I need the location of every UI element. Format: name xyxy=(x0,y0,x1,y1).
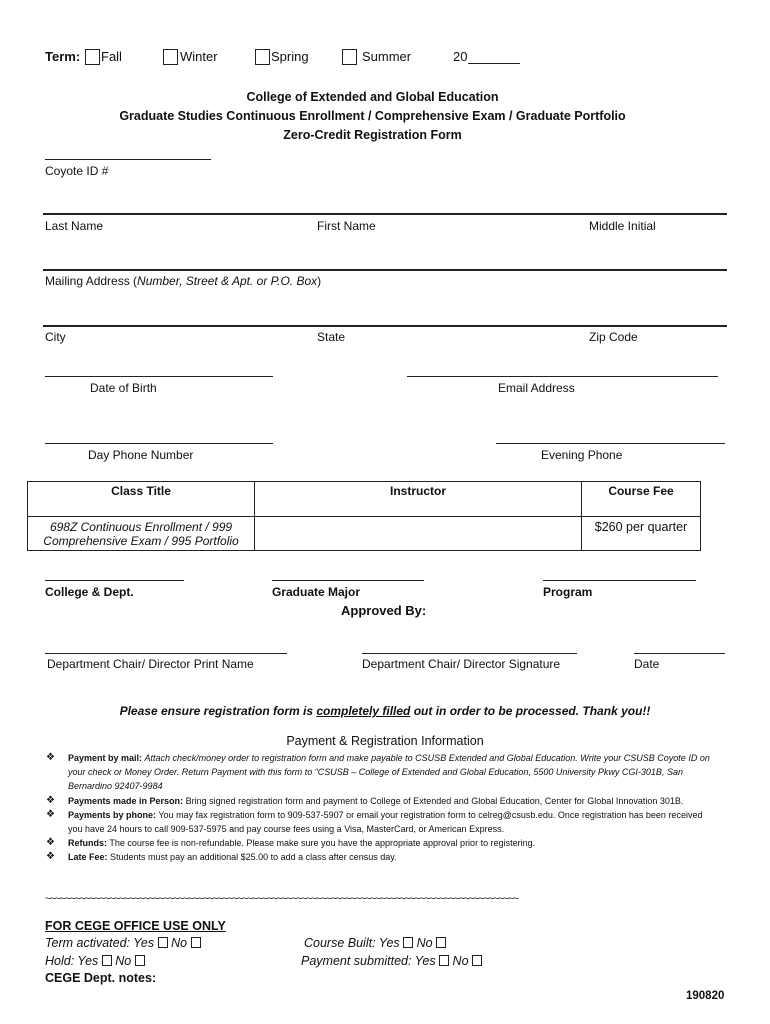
hold-yes-checkbox[interactable] xyxy=(102,955,112,966)
class-title-line-1: 698Z Continuous Enrollment / 999 xyxy=(49,519,233,534)
dob-label: Date of Birth xyxy=(90,381,157,395)
term-activated-no-checkbox[interactable] xyxy=(191,937,201,948)
table-row xyxy=(28,517,701,551)
list-item xyxy=(46,751,716,794)
evening-phone-label: Evening Phone xyxy=(541,448,623,462)
coyote-id-label: Coyote ID # xyxy=(45,164,109,178)
instructor-header: Instructor xyxy=(255,482,582,517)
term-activated-row xyxy=(45,936,201,950)
date-label: Date xyxy=(634,657,660,671)
course-built-row xyxy=(304,936,446,950)
diamond-bullet-icon: ❖ xyxy=(46,752,55,763)
hold-no-checkbox[interactable] xyxy=(135,955,145,966)
diamond-bullet-icon: ❖ xyxy=(46,808,55,820)
payment-submitted-no-checkbox[interactable] xyxy=(472,955,482,966)
first-name-label: First Name xyxy=(317,219,376,233)
graduate-major-field[interactable] xyxy=(272,580,424,581)
notice-underlined-text: completely filled xyxy=(316,704,411,718)
class-table xyxy=(27,481,701,551)
course-fee-header: Course Fee xyxy=(582,482,701,517)
form-code: 190820 xyxy=(686,990,725,1002)
zip-label: Zip Code xyxy=(589,330,638,344)
summer-label: Summer xyxy=(362,49,412,64)
year-field[interactable] xyxy=(468,63,520,64)
payment-item-text: Students must pay an additional $25.00 to add a class after census day. xyxy=(110,852,397,863)
no-label: No xyxy=(452,954,469,968)
payment-item-label: Payments made in Person: xyxy=(68,795,184,806)
city-label: City xyxy=(45,330,66,344)
payment-item-label: Payment by mail: xyxy=(68,753,143,763)
payment-submitted-yes-checkbox[interactable] xyxy=(439,955,449,966)
course-built-yes-checkbox[interactable] xyxy=(403,937,413,948)
fall-label: Fall xyxy=(101,49,122,64)
payment-submitted-label: Payment submitted: Yes xyxy=(301,954,436,968)
summer-checkbox[interactable] xyxy=(342,49,357,65)
email-field[interactable] xyxy=(407,376,718,377)
diamond-bullet-icon: ❖ xyxy=(46,837,55,849)
city-field-line[interactable] xyxy=(43,325,727,327)
day-phone-label: Day Phone Number xyxy=(88,448,194,462)
payment-item-text: Attach check/money order to registration form and make payable to CSUSB Extended and Global Education. Write your CSUSB Coyote ID on your check or Money Order. Return Payment with this form to “CSUSB – College of Extended and Global Education, 5500 University Pkwy CGI-301B, San Bernardino 92407-9984 xyxy=(68,753,710,792)
payment-item-text: The course fee is non-refundable. Please make sure you have the appropriate approval prior to registering. xyxy=(109,838,536,849)
program-label: Program xyxy=(543,585,593,599)
email-label: Email Address xyxy=(498,381,575,395)
program-field[interactable] xyxy=(543,580,696,581)
spring-label: Spring xyxy=(271,49,309,64)
graduate-major-label: Graduate Major xyxy=(272,585,361,599)
diamond-bullet-icon: ❖ xyxy=(46,851,55,863)
address-field-line[interactable] xyxy=(43,269,727,271)
payment-item-label: Refunds: xyxy=(68,838,107,849)
mailing-address-label xyxy=(45,274,321,288)
payment-info-list xyxy=(46,751,716,865)
cege-notes-label: CEGE Dept. notes: xyxy=(45,971,157,985)
instructor-cell[interactable] xyxy=(255,517,582,551)
notice-text-before: Please ensure registration form is xyxy=(119,704,317,718)
dob-field[interactable] xyxy=(45,376,273,377)
diamond-bullet-icon: ❖ xyxy=(46,794,55,806)
fall-checkbox[interactable] xyxy=(85,49,100,65)
college-dept-field[interactable] xyxy=(45,580,184,581)
list-item xyxy=(46,836,716,850)
term-activated-label: Term activated: Yes xyxy=(45,936,155,950)
middle-initial-label: Middle Initial xyxy=(589,219,656,233)
no-label: No xyxy=(171,936,188,950)
last-name-label: Last Name xyxy=(45,219,104,233)
payment-item-label: Late Fee: xyxy=(68,852,108,863)
payment-item-text: You may fax registration form to 909-537-5907 or email your registration form to celreg@csusb.edu. Once registration has been received you have 24 hours to call 909-537-5975 and pay course fees using a Visa, MasterCard, or American Express. xyxy=(68,809,703,835)
form-subtitle: Graduate Studies Continuous Enrollment / Comprehensive Exam / Graduate Portfolio xyxy=(119,109,626,123)
hold-label: Hold: Yes xyxy=(45,954,99,968)
winter-label: Winter xyxy=(180,49,218,64)
no-label: No xyxy=(416,936,433,950)
date-field[interactable] xyxy=(634,653,725,654)
class-title-header: Class Title xyxy=(28,482,255,517)
name-field-line[interactable] xyxy=(43,213,727,215)
coyote-id-field[interactable] xyxy=(45,159,211,160)
payment-item-label: Payments by phone: xyxy=(68,809,157,820)
chair-print-name-label: Department Chair/ Director Print Name xyxy=(47,657,254,671)
tilde-divider: ~~~~~~~~~~~~~~~~~~~~~~~~~~~~~~~~~~~~~~~~~~~~~~~~~~~~~~~~~~~~~~~~~~~~~~~~~~~~~~~~~~~~~~~~~~~~~~~~ xyxy=(45,893,518,905)
mailing-address-detail: Number, Street & Apt. or P.O. Box xyxy=(137,274,318,288)
class-title-line-2: Comprehensive Exam / 995 Portfolio xyxy=(43,533,239,548)
course-built-label: Course Built: Yes xyxy=(304,936,400,950)
completion-notice xyxy=(0,704,770,718)
chair-signature-label: Department Chair/ Director Signature xyxy=(362,657,561,671)
winter-checkbox[interactable] xyxy=(163,49,178,65)
mailing-address-prefix: Mailing Address ( xyxy=(45,274,138,288)
college-name: College of Extended and Global Education xyxy=(246,90,499,104)
chair-print-name-field[interactable] xyxy=(45,653,287,654)
notice-text-after: out in order to be processed. Thank you!! xyxy=(410,704,651,718)
payment-item-text: Bring signed registration form and payment to College of Extended and Global Education, Center for Global Innovation 301B. xyxy=(185,795,684,806)
term-label: Term: xyxy=(45,49,81,64)
list-item xyxy=(46,850,716,864)
office-use-title: FOR CEGE OFFICE USE ONLY xyxy=(45,919,226,933)
state-label: State xyxy=(317,330,346,344)
term-activated-yes-checkbox[interactable] xyxy=(158,937,168,948)
hold-row xyxy=(45,954,145,968)
spring-checkbox[interactable] xyxy=(255,49,270,65)
list-item xyxy=(46,794,716,808)
class-title-cell xyxy=(28,517,255,551)
list-item xyxy=(46,808,716,836)
no-label: No xyxy=(115,954,132,968)
college-dept-label: College & Dept. xyxy=(45,585,134,599)
year-prefix: 20 xyxy=(453,49,468,64)
payment-title: Payment & Registration Information xyxy=(286,734,484,748)
form-header xyxy=(0,88,745,145)
course-fee-cell: $260 per quarter xyxy=(582,517,701,551)
form-title: Zero-Credit Registration Form xyxy=(283,128,462,142)
table-header-row xyxy=(28,482,701,517)
approved-by-label: Approved By: xyxy=(341,603,427,618)
day-phone-field[interactable] xyxy=(45,443,273,444)
mailing-address-suffix: ) xyxy=(317,274,322,288)
chair-signature-field[interactable] xyxy=(362,653,577,654)
evening-phone-field[interactable] xyxy=(496,443,725,444)
course-built-no-checkbox[interactable] xyxy=(436,937,446,948)
payment-submitted-row xyxy=(301,954,482,968)
